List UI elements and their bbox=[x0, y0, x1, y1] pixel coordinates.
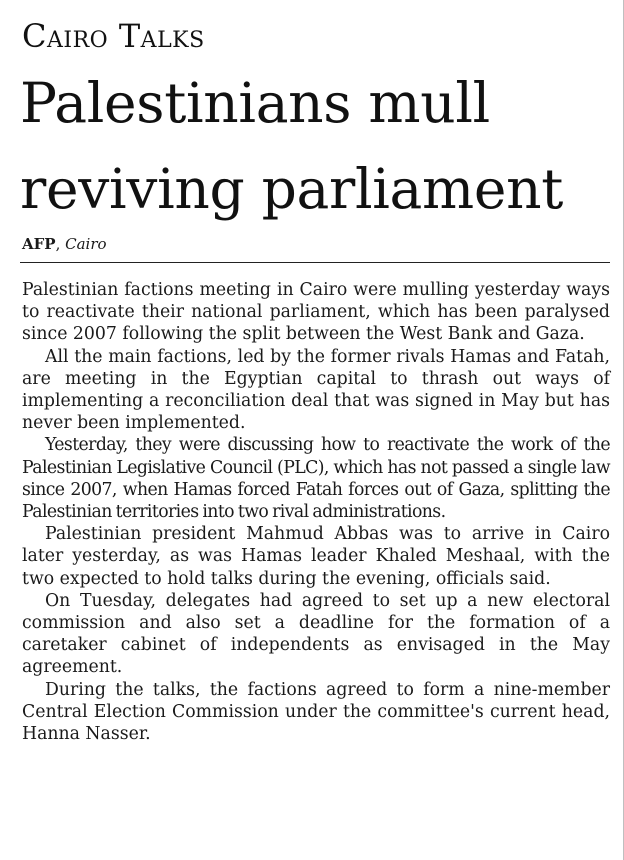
byline-place: Cairo bbox=[65, 235, 107, 253]
paragraph-6: During the talks, the factions agreed to form a nine-member Central Election Commission under the committee's current head, Hanna Nasser. bbox=[22, 679, 610, 745]
paragraph-4: Palestinian president Mahmud Abbas was to arrive in Cairo later yesterday, as was Hamas leader Khaled Meshaal, with the two expected to hold talks during the evening, officials said. bbox=[22, 524, 610, 589]
paragraph-5: On Tuesday, delegates had agreed to set up a new electoral commission and also set a deadline for the formation of a caretaker cabinet of independents as envisaged in the May agreement. bbox=[22, 590, 610, 678]
byline-separator: , bbox=[55, 235, 66, 253]
paragraph-2: All the main factions, led by the former rivals Hamas and Fatah, are meeting in the Egyptian capital to thrash out ways of implementing a reconciliation deal that was signed in May but has never been implemented. bbox=[22, 346, 610, 434]
section-kicker: Cairo Talks bbox=[22, 17, 205, 55]
article-body bbox=[22, 279, 610, 745]
byline-agency: AFP bbox=[22, 235, 56, 253]
byline-divider bbox=[20, 262, 610, 263]
paragraph-3: Yesterday, they were discussing how to reactivate the work of the Palestinian Legislative Council (PLC), which has not passed a single law since 2007, when Hamas forced Fatah forces out of Gaza, splitting the Palestinian territories into two rival administrations. bbox=[22, 435, 610, 523]
headline: Palestinians mull reviving parliament bbox=[20, 71, 564, 221]
byline bbox=[22, 234, 107, 254]
paragraph-1: Palestinian factions meeting in Cairo were mulling yesterday ways to reactivate their national parliament, which has been paralysed since 2007 following the split between the West Bank and Gaza. bbox=[22, 280, 610, 345]
